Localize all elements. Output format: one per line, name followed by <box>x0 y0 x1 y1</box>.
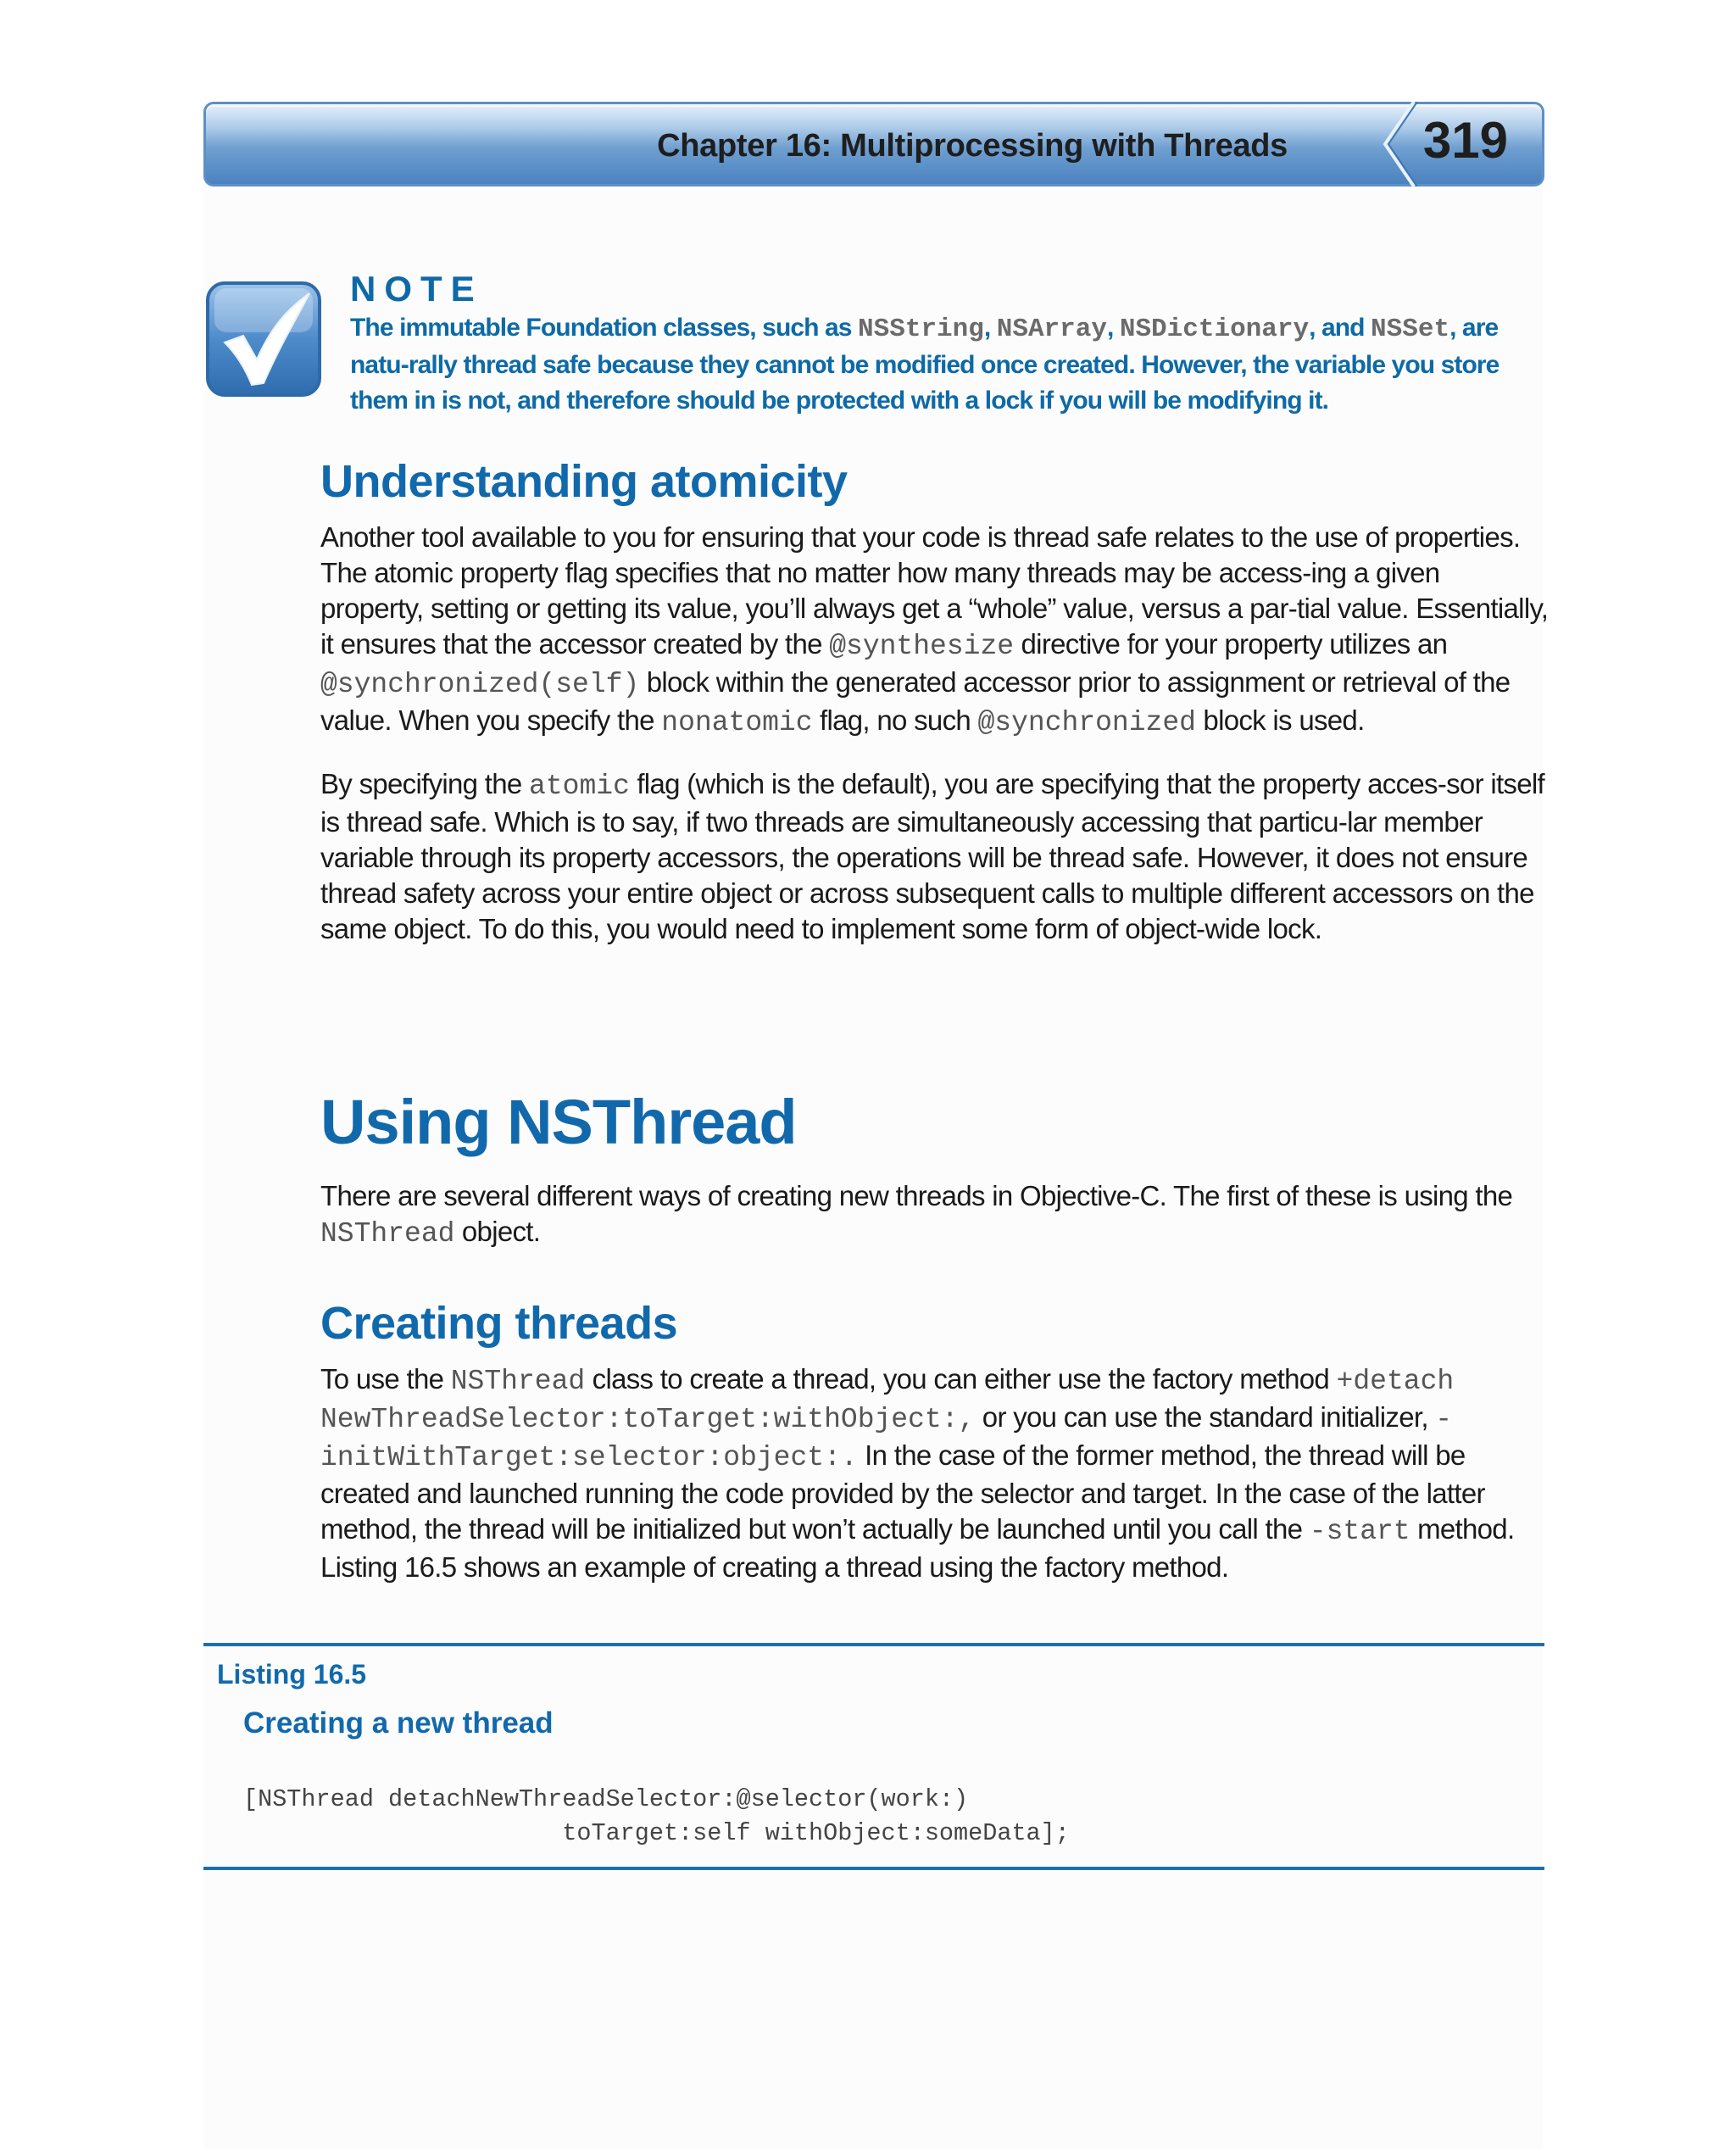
inline-code: NSThread <box>320 1218 455 1250</box>
nsthread-paragraph: There are several different ways of creating new threads in Objective-C. The first of these is using the NSThread object. <box>320 1180 1513 1250</box>
section-heading-atomicity: Understanding atomicity <box>320 456 848 507</box>
section-heading-creating-threads: Creating threads <box>320 1298 678 1349</box>
code-listing: [NSThread detachNewThreadSelector:@selector(work:) toTarget:self withObject:someData]; <box>243 1785 1070 1847</box>
listing-top-rule <box>203 1643 1544 1646</box>
atomicity-paragraph-2: By specifying the atomic flag (which is the default), you are specifying that the property acces-sor itself is thread safe. Which is to say, if two threads are simultaneously accessing that particu-lar member variable through its property accessors, the operations will be thread safe. However, it does not ensure thread safety across your entire object or across subsequent calls to multiple different accessors on the same object. To do this, you would need to implement some form of object-wide lock. <box>320 768 1544 944</box>
inline-code: -initWithTarget:selector:object:. <box>320 1404 1453 1473</box>
checkmark-icon <box>204 280 323 398</box>
atomicity-paragraph-1: Another tool available to you for ensuring that your code is thread safe relates to the use of properties. The atomic property flag specifies that no matter how many threads may be access-ing a given property, setting or getting its value, you’ll always get a “whole” value, versus a par-tial value. Essentially, it ensures that the accessor created by the @synthesize directive for your property utilizes an @synchronized(self) block within the generated accessor prior to assignment or retrieval of the value. When you specify the nonatomic flag, no such @synchronized block is used. <box>320 521 1549 738</box>
note-body: The immutable Foundation classes, such as NSString, NSArray, NSDictionary, and NSSet, are natu-rally thread safe because they cannot be modified once created. However, the variable you store them in is not, and therefore should be protected with a lock if you will be modifying it. <box>350 314 1500 415</box>
inline-code: atomic <box>529 771 630 802</box>
listing-number: Listing 16.5 <box>217 1659 367 1690</box>
inline-code: @synchronized <box>977 707 1196 738</box>
note-heading: NOTE <box>350 269 483 309</box>
listing-title: Creating a new thread <box>243 1706 554 1740</box>
inline-code: NSSet <box>1371 315 1450 344</box>
inline-code: NSThread <box>450 1366 586 1397</box>
listing-bottom-rule <box>203 1867 1544 1870</box>
nsthread-section <box>320 1086 1550 1252</box>
inline-code: +detach NewThreadSelector:toTarget:withObject:, <box>320 1366 1455 1435</box>
inline-code: @synchronized(self) <box>320 669 640 700</box>
inline-code: NSArray <box>996 315 1107 344</box>
chapter-section-heading: Using NSThread <box>320 1087 797 1157</box>
chapter-header-band <box>203 102 1544 187</box>
inline-code: @synthesize <box>829 631 1015 662</box>
inline-code: nonatomic <box>661 707 813 738</box>
creating-threads-section <box>320 1297 1550 1585</box>
atomicity-section <box>320 455 1550 947</box>
chapter-title: Chapter 16: Multiprocessing with Threads <box>657 128 1288 164</box>
inline-code: NSDictionary <box>1119 315 1310 344</box>
inline-code: -start <box>1309 1516 1410 1547</box>
page-number: 319 <box>1422 112 1508 169</box>
inline-code: NSString <box>858 315 984 344</box>
creating-threads-paragraph: To use the NSThread class to create a thread, you can either use the factory method +detach NewThreadSelector:toTarget:withObject:, or you can use the standard initializer, -initWithTarget:selector:object:. In the case of the former method, the thread will be created and launched running the code provided by the selector and target. In the case of the latter method, the thread will be initialized but won’t actually be launched until you call the -start method. Listing 16.5 shows an example of creating a thread using the factory method. <box>320 1363 1515 1583</box>
